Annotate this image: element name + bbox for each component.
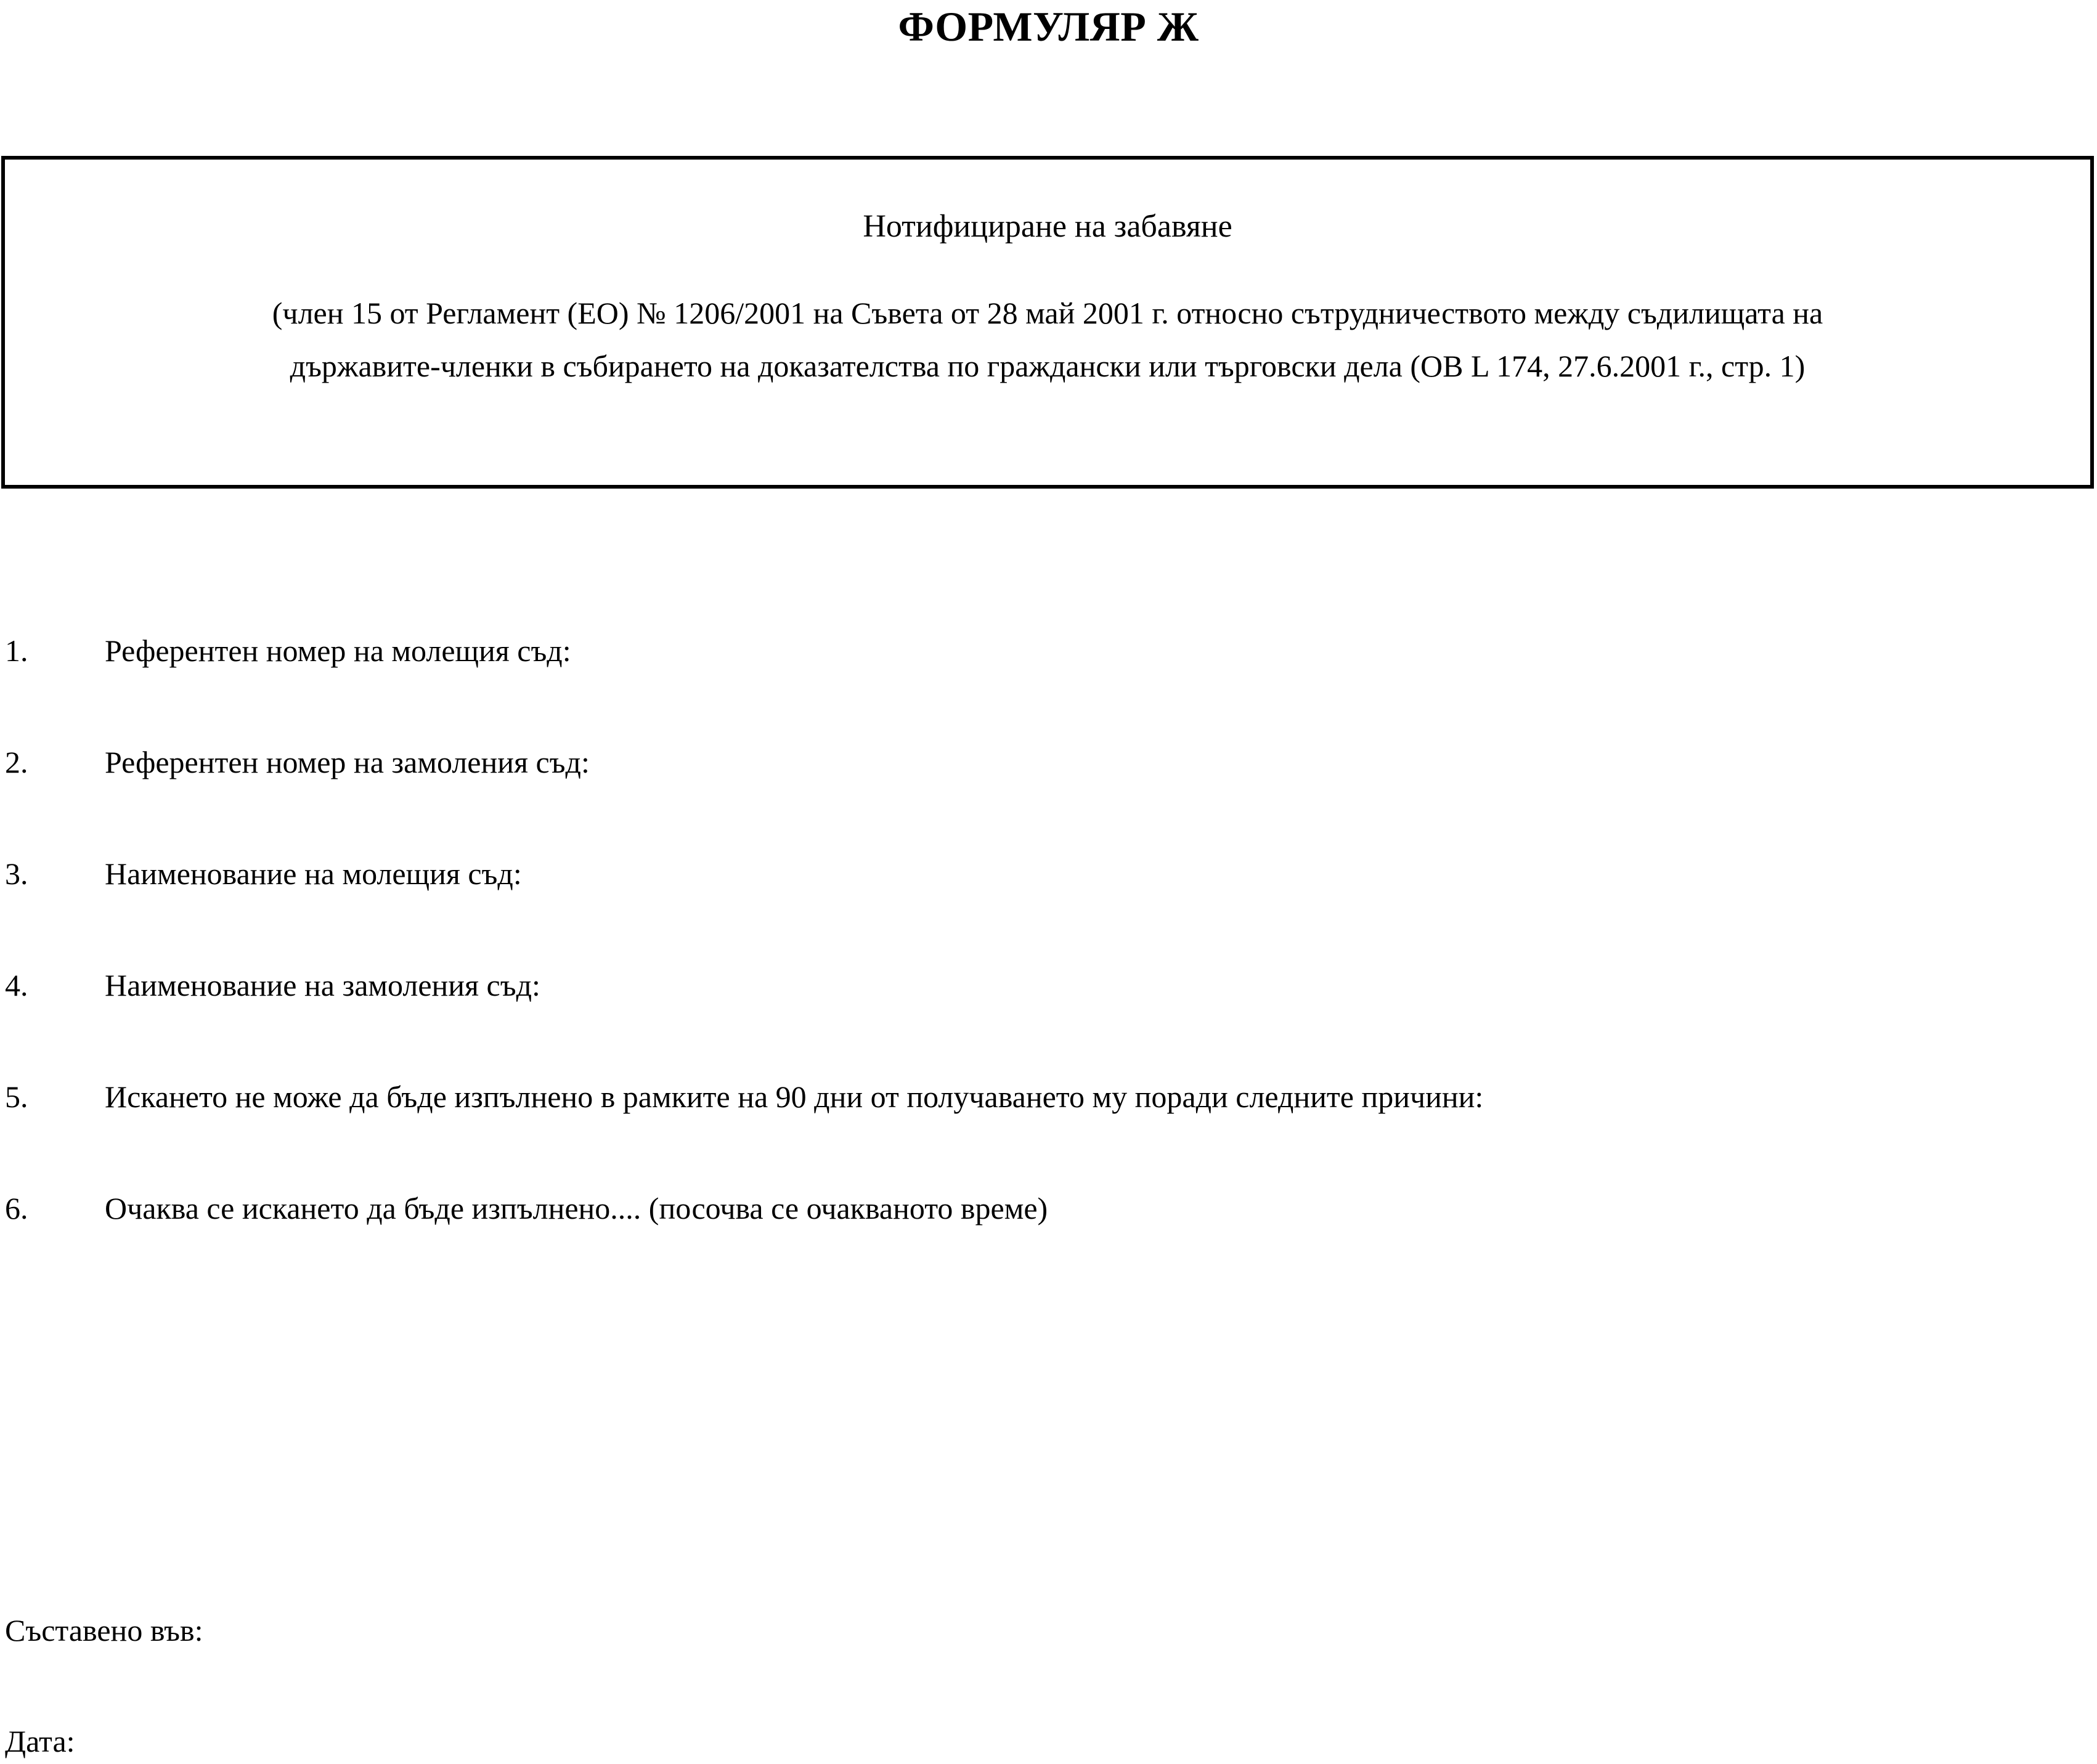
notice-box-subtitle [5, 287, 2090, 392]
form-item-label: Наименование на молещия съд: [105, 856, 522, 891]
notice-box-heading: Нотифициране на забавяне [863, 209, 1232, 244]
form-item-number: 2. [5, 745, 28, 779]
form-item-number: 4. [5, 968, 28, 1002]
notice-box-subtitle-line-2: държавите-членки в събирането на доказателства по граждански или търговски дела (ОВ L 174, 27.6.2001 г., стр. 1) [290, 349, 1806, 384]
form-item-list [5, 632, 2060, 1301]
form-item-2 [5, 744, 2060, 781]
form-item-number: 6. [5, 1191, 28, 1225]
form-item-label: Референтен номер на замоления съд: [105, 745, 590, 779]
form-item-1 [5, 632, 2060, 669]
form-item-number: 5. [5, 1079, 28, 1114]
notice-box-subtitle-line-1: (член 15 от Регламент (ЕО) № 1206/2001 на Съвета от 28 май 2001 г. относно сътрудничеството между съдилищата на [272, 296, 1823, 331]
notice-box [1, 156, 2094, 489]
form-item-number: 3. [5, 856, 28, 891]
form-item-3 [5, 855, 2060, 892]
form-item-number: 1. [5, 633, 28, 668]
form-item-5 [5, 1078, 2060, 1115]
form-item-label: Очаква се искането да бъде изпълнено.... (посочва се очакваното време) [105, 1191, 1048, 1225]
done-at-label: Съставено във: [5, 1613, 203, 1648]
date-label: Дата: [5, 1724, 75, 1758]
form-item-label: Наименование на замоления съд: [105, 968, 540, 1002]
form-item-label: Референтен номер на молещия съд: [105, 633, 571, 668]
form-item-4 [5, 967, 2060, 1004]
page-title: ФОРМУЛЯР Ж [898, 3, 1199, 50]
form-item-label: Искането не може да бъде изпълнено в рамките на 90 дни от получаването му поради следните причини: [105, 1079, 1484, 1114]
form-item-6 [5, 1190, 2060, 1227]
